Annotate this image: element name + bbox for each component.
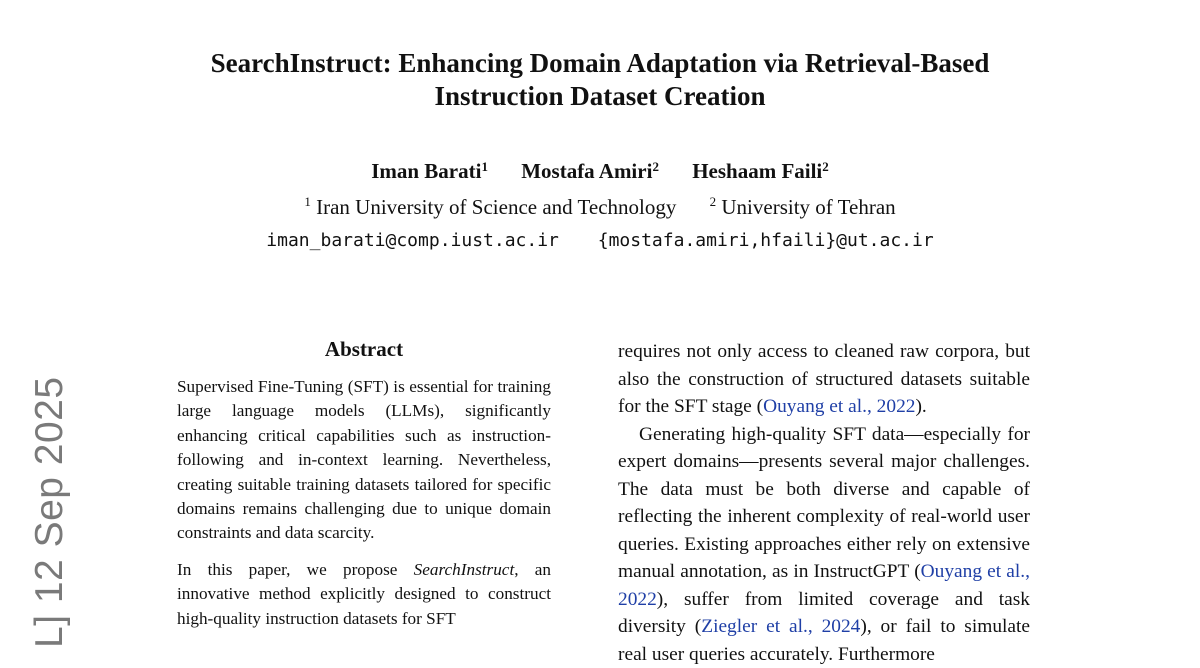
citation-link[interactable]: Ouyang et al., 2022 [763,396,915,417]
citation-link[interactable]: Ouyang et al., 2022 [618,561,1030,610]
paper-title [0,47,1200,113]
title-line-2: Instruction Dataset Creation [0,80,1200,113]
affiliation-number: 1 [304,194,311,209]
abstract-text: In this paper, we propose [177,560,414,579]
left-column [177,335,551,643]
author-affiliation-mark: 1 [481,159,488,174]
email-1: iman_barati@comp.iust.ac.ir [266,230,559,251]
author-affiliation-mark: 2 [822,159,829,174]
title-line-1: SearchInstruct: Enhancing Domain Adaptation via Retrieval-Based [0,47,1200,80]
email-2: {mostafa.amiri,hfaili}@ut.ac.ir [598,230,934,251]
body-text: ), suffer from limited coverage and task diversity ( [618,589,1030,638]
body-text: requires not only access to cleaned raw corpora, but also the construction of structured datasets suitable for the SFT stage ( [618,341,1030,417]
affiliation-number: 2 [710,194,717,209]
right-column [618,338,1030,668]
affiliation-name: University of Tehran [721,195,895,219]
email-list [0,229,1200,253]
body-text: Generating high-quality SFT data—especially for expert domains—presents several major challenges. The data must be both diverse and capable of reflecting the inherent complexity of real-world user queries. Existing approaches either rely on extensive manual annotation, as in InstructGPT ( [618,424,1030,583]
author-affiliation-mark: 2 [652,159,659,174]
body-text: ), or fail to simulate real user queries accurately. Furthermore [618,616,1030,665]
affiliation-name: Iran University of Science and Technology [316,195,676,219]
affiliation-list [0,194,1200,223]
citation-link[interactable]: Ziegler et al., 2024 [701,616,860,637]
author-list [0,158,1200,187]
affiliation-2 [710,195,896,219]
affiliation-1 [304,195,676,219]
body-paragraph-1 [618,338,1030,421]
abstract-paragraph-2 [177,558,551,631]
author-2 [521,159,659,183]
author-name: Iman Barati [371,159,481,183]
abstract-heading: Abstract [177,335,551,363]
method-name: SearchInstruct [414,560,515,579]
author-name: Mostafa Amiri [521,159,652,183]
abstract-text: , an innovative method explicitly designed to construct high-quality instruction datasets for SFT [177,560,551,628]
body-text: ). [915,396,926,417]
abstract-paragraph-1: Supervised Fine-Tuning (SFT) is essential for training large language models (LLMs), significantly enhancing critical capabilities such as instruction-following and in-context learning. Nevertheless, creating suitable training datasets tailored for specific domains remains challenging due to unique domain constraints and data scarcity. [177,375,551,546]
author-1 [371,159,488,183]
author-name: Heshaam Faili [692,159,822,183]
arxiv-stamp: L] 12 Sep 2025 [28,376,72,648]
body-paragraph-2 [618,421,1030,668]
author-3 [692,159,829,183]
